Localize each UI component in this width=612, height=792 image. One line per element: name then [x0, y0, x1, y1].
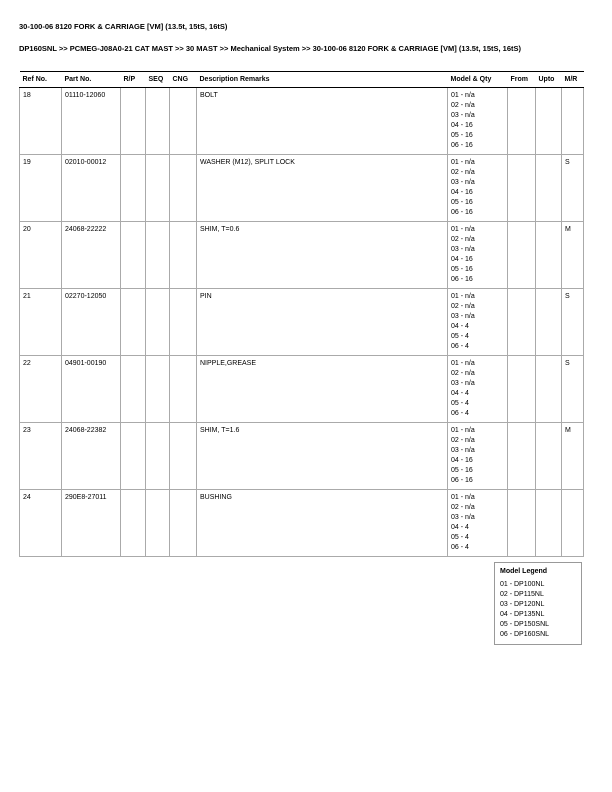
model-legend-title: Model Legend: [500, 568, 548, 575]
description-cell: SHIM, T=1.6: [197, 423, 448, 490]
cng-cell: [170, 490, 197, 557]
model-qty-line: 06 - 4: [451, 343, 469, 350]
part-no-cell: 02270-12050: [62, 289, 121, 356]
model-qty-line: 04 - 16: [451, 122, 473, 129]
model-qty-line: 06 - 16: [451, 209, 473, 216]
model-qty-line: 02 - n/a: [451, 370, 475, 377]
upto-cell: [536, 289, 562, 356]
mr-cell: M: [562, 423, 584, 490]
model-legend-item: 06 - DP160SNL: [500, 631, 550, 638]
table-row: [20, 356, 584, 423]
header-upto: Upto: [536, 72, 562, 88]
mr-cell: S: [562, 289, 584, 356]
cng-cell: [170, 423, 197, 490]
model-qty-line: 04 - 16: [451, 256, 473, 263]
model-qty-line: 05 - 4: [451, 333, 469, 340]
model-qty-line: 05 - 16: [451, 266, 473, 273]
mr-cell: M: [562, 222, 584, 289]
ref-no-cell: 18: [20, 88, 62, 155]
upto-cell: [536, 490, 562, 557]
model-qty-line: 03 - n/a: [451, 380, 475, 387]
header-ref-no: Ref No.: [20, 72, 62, 88]
part-no-cell: 290E8-27011: [62, 490, 121, 557]
model-qty-line: 02 - n/a: [451, 236, 475, 243]
cng-cell: [170, 289, 197, 356]
model-legend-list: [500, 580, 576, 640]
rp-cell: [121, 88, 146, 155]
mr-cell: [562, 490, 584, 557]
parts-table-body: [20, 88, 584, 557]
model-qty-line: 06 - 4: [451, 544, 469, 551]
model-qty-line: 01 - n/a: [451, 427, 475, 434]
model-legend-item: 01 - DP100NL: [500, 581, 545, 588]
table-header-row: [20, 72, 584, 88]
model-qty-line: 04 - 4: [451, 390, 469, 397]
parts-table: [19, 71, 584, 557]
header-mr: M/R: [562, 72, 584, 88]
seq-cell: [146, 356, 170, 423]
mr-cell: S: [562, 155, 584, 222]
seq-cell: [146, 423, 170, 490]
model-qty-line: 01 - n/a: [451, 159, 475, 166]
part-no-cell: 24068-22382: [62, 423, 121, 490]
model-qty-line: 03 - n/a: [451, 179, 475, 186]
header-part-no: Part No.: [62, 72, 121, 88]
rp-cell: [121, 289, 146, 356]
model-qty-line: 03 - n/a: [451, 514, 475, 521]
ref-no-cell: 21: [20, 289, 62, 356]
model-legend-item: 03 - DP120NL: [500, 601, 545, 608]
model-qty-line: 05 - 16: [451, 132, 473, 139]
model-qty-line: 05 - 16: [451, 467, 473, 474]
seq-cell: [146, 222, 170, 289]
header-from: From: [508, 72, 536, 88]
ref-no-cell: 20: [20, 222, 62, 289]
ref-no-cell: 22: [20, 356, 62, 423]
rp-cell: [121, 490, 146, 557]
seq-cell: [146, 155, 170, 222]
description-cell: SHIM, T=0.6: [197, 222, 448, 289]
header-model-qty: Model & Qty: [448, 72, 508, 88]
model-qty-line: 04 - 16: [451, 189, 473, 196]
model-legend-item: 04 - DP135NL: [500, 611, 545, 618]
seq-cell: [146, 490, 170, 557]
table-row: [20, 490, 584, 557]
model-qty-line: 04 - 4: [451, 323, 469, 330]
rp-cell: [121, 222, 146, 289]
model-qty-line: 03 - n/a: [451, 112, 475, 119]
page-title: 30-100-06 8120 FORK & CARRIAGE [VM] (13.5t, 15tS, 16tS): [19, 22, 228, 31]
model-qty-line: 01 - n/a: [451, 92, 475, 99]
model-qty-cell: [448, 155, 508, 222]
model-qty-line: 04 - 4: [451, 524, 469, 531]
rp-cell: [121, 155, 146, 222]
description-cell: BOLT: [197, 88, 448, 155]
model-legend: [494, 562, 582, 645]
cng-cell: [170, 155, 197, 222]
model-qty-line: 03 - n/a: [451, 313, 475, 320]
model-qty-line: 01 - n/a: [451, 494, 475, 501]
model-qty-line: 06 - 16: [451, 276, 473, 283]
from-cell: [508, 155, 536, 222]
header-rp: R/P: [121, 72, 146, 88]
cng-cell: [170, 88, 197, 155]
upto-cell: [536, 356, 562, 423]
description-cell: BUSHING: [197, 490, 448, 557]
seq-cell: [146, 88, 170, 155]
upto-cell: [536, 155, 562, 222]
model-qty-line: 03 - n/a: [451, 246, 475, 253]
mr-cell: [562, 88, 584, 155]
from-cell: [508, 222, 536, 289]
model-qty-line: 02 - n/a: [451, 102, 475, 109]
description-cell: NIPPLE,GREASE: [197, 356, 448, 423]
ref-no-cell: 24: [20, 490, 62, 557]
model-qty-line: 05 - 16: [451, 199, 473, 206]
description-cell: WASHER (M12), SPLIT LOCK: [197, 155, 448, 222]
mr-cell: S: [562, 356, 584, 423]
model-qty-cell: [448, 423, 508, 490]
part-no-cell: 02010-00012: [62, 155, 121, 222]
rp-cell: [121, 423, 146, 490]
model-qty-line: 05 - 4: [451, 534, 469, 541]
model-qty-cell: [448, 88, 508, 155]
upto-cell: [536, 423, 562, 490]
from-cell: [508, 490, 536, 557]
cng-cell: [170, 356, 197, 423]
model-qty-cell: [448, 289, 508, 356]
table-row: [20, 222, 584, 289]
table-row: [20, 423, 584, 490]
model-qty-line: 01 - n/a: [451, 226, 475, 233]
model-qty-line: 06 - 16: [451, 477, 473, 484]
part-no-cell: 24068-22222: [62, 222, 121, 289]
seq-cell: [146, 289, 170, 356]
from-cell: [508, 289, 536, 356]
model-legend-item: 02 - DP115NL: [500, 591, 544, 598]
upto-cell: [536, 88, 562, 155]
table-row: [20, 289, 584, 356]
model-qty-line: 06 - 4: [451, 410, 469, 417]
part-no-cell: 01110-12060: [62, 88, 121, 155]
model-qty-line: 03 - n/a: [451, 447, 475, 454]
from-cell: [508, 356, 536, 423]
model-qty-line: 02 - n/a: [451, 437, 475, 444]
table-row: [20, 88, 584, 155]
model-qty-line: 02 - n/a: [451, 169, 475, 176]
model-qty-cell: [448, 222, 508, 289]
table-row: [20, 155, 584, 222]
from-cell: [508, 423, 536, 490]
ref-no-cell: 23: [20, 423, 62, 490]
part-no-cell: 04901-00190: [62, 356, 121, 423]
header-description-remarks: Description Remarks: [197, 72, 448, 88]
header-cng: CNG: [170, 72, 197, 88]
from-cell: [508, 88, 536, 155]
breadcrumb: DP160SNL >> PCMEG-J08A0-21 CAT MAST >> 30 MAST >> Mechanical System >> 30-100-06 8120 FORK & CARRIAGE [VM] (13.5t, 15tS, 16tS): [19, 44, 521, 53]
model-qty-cell: [448, 490, 508, 557]
cng-cell: [170, 222, 197, 289]
rp-cell: [121, 356, 146, 423]
header-seq: SEQ: [146, 72, 170, 88]
model-qty-line: 04 - 16: [451, 457, 473, 464]
model-qty-line: 01 - n/a: [451, 293, 475, 300]
model-qty-line: 05 - 4: [451, 400, 469, 407]
model-qty-line: 06 - 16: [451, 142, 473, 149]
ref-no-cell: 19: [20, 155, 62, 222]
model-legend-item: 05 - DP150SNL: [500, 621, 550, 628]
model-qty-line: 02 - n/a: [451, 303, 475, 310]
upto-cell: [536, 222, 562, 289]
model-qty-line: 01 - n/a: [451, 360, 475, 367]
description-cell: PIN: [197, 289, 448, 356]
model-qty-line: 02 - n/a: [451, 504, 475, 511]
model-qty-cell: [448, 356, 508, 423]
